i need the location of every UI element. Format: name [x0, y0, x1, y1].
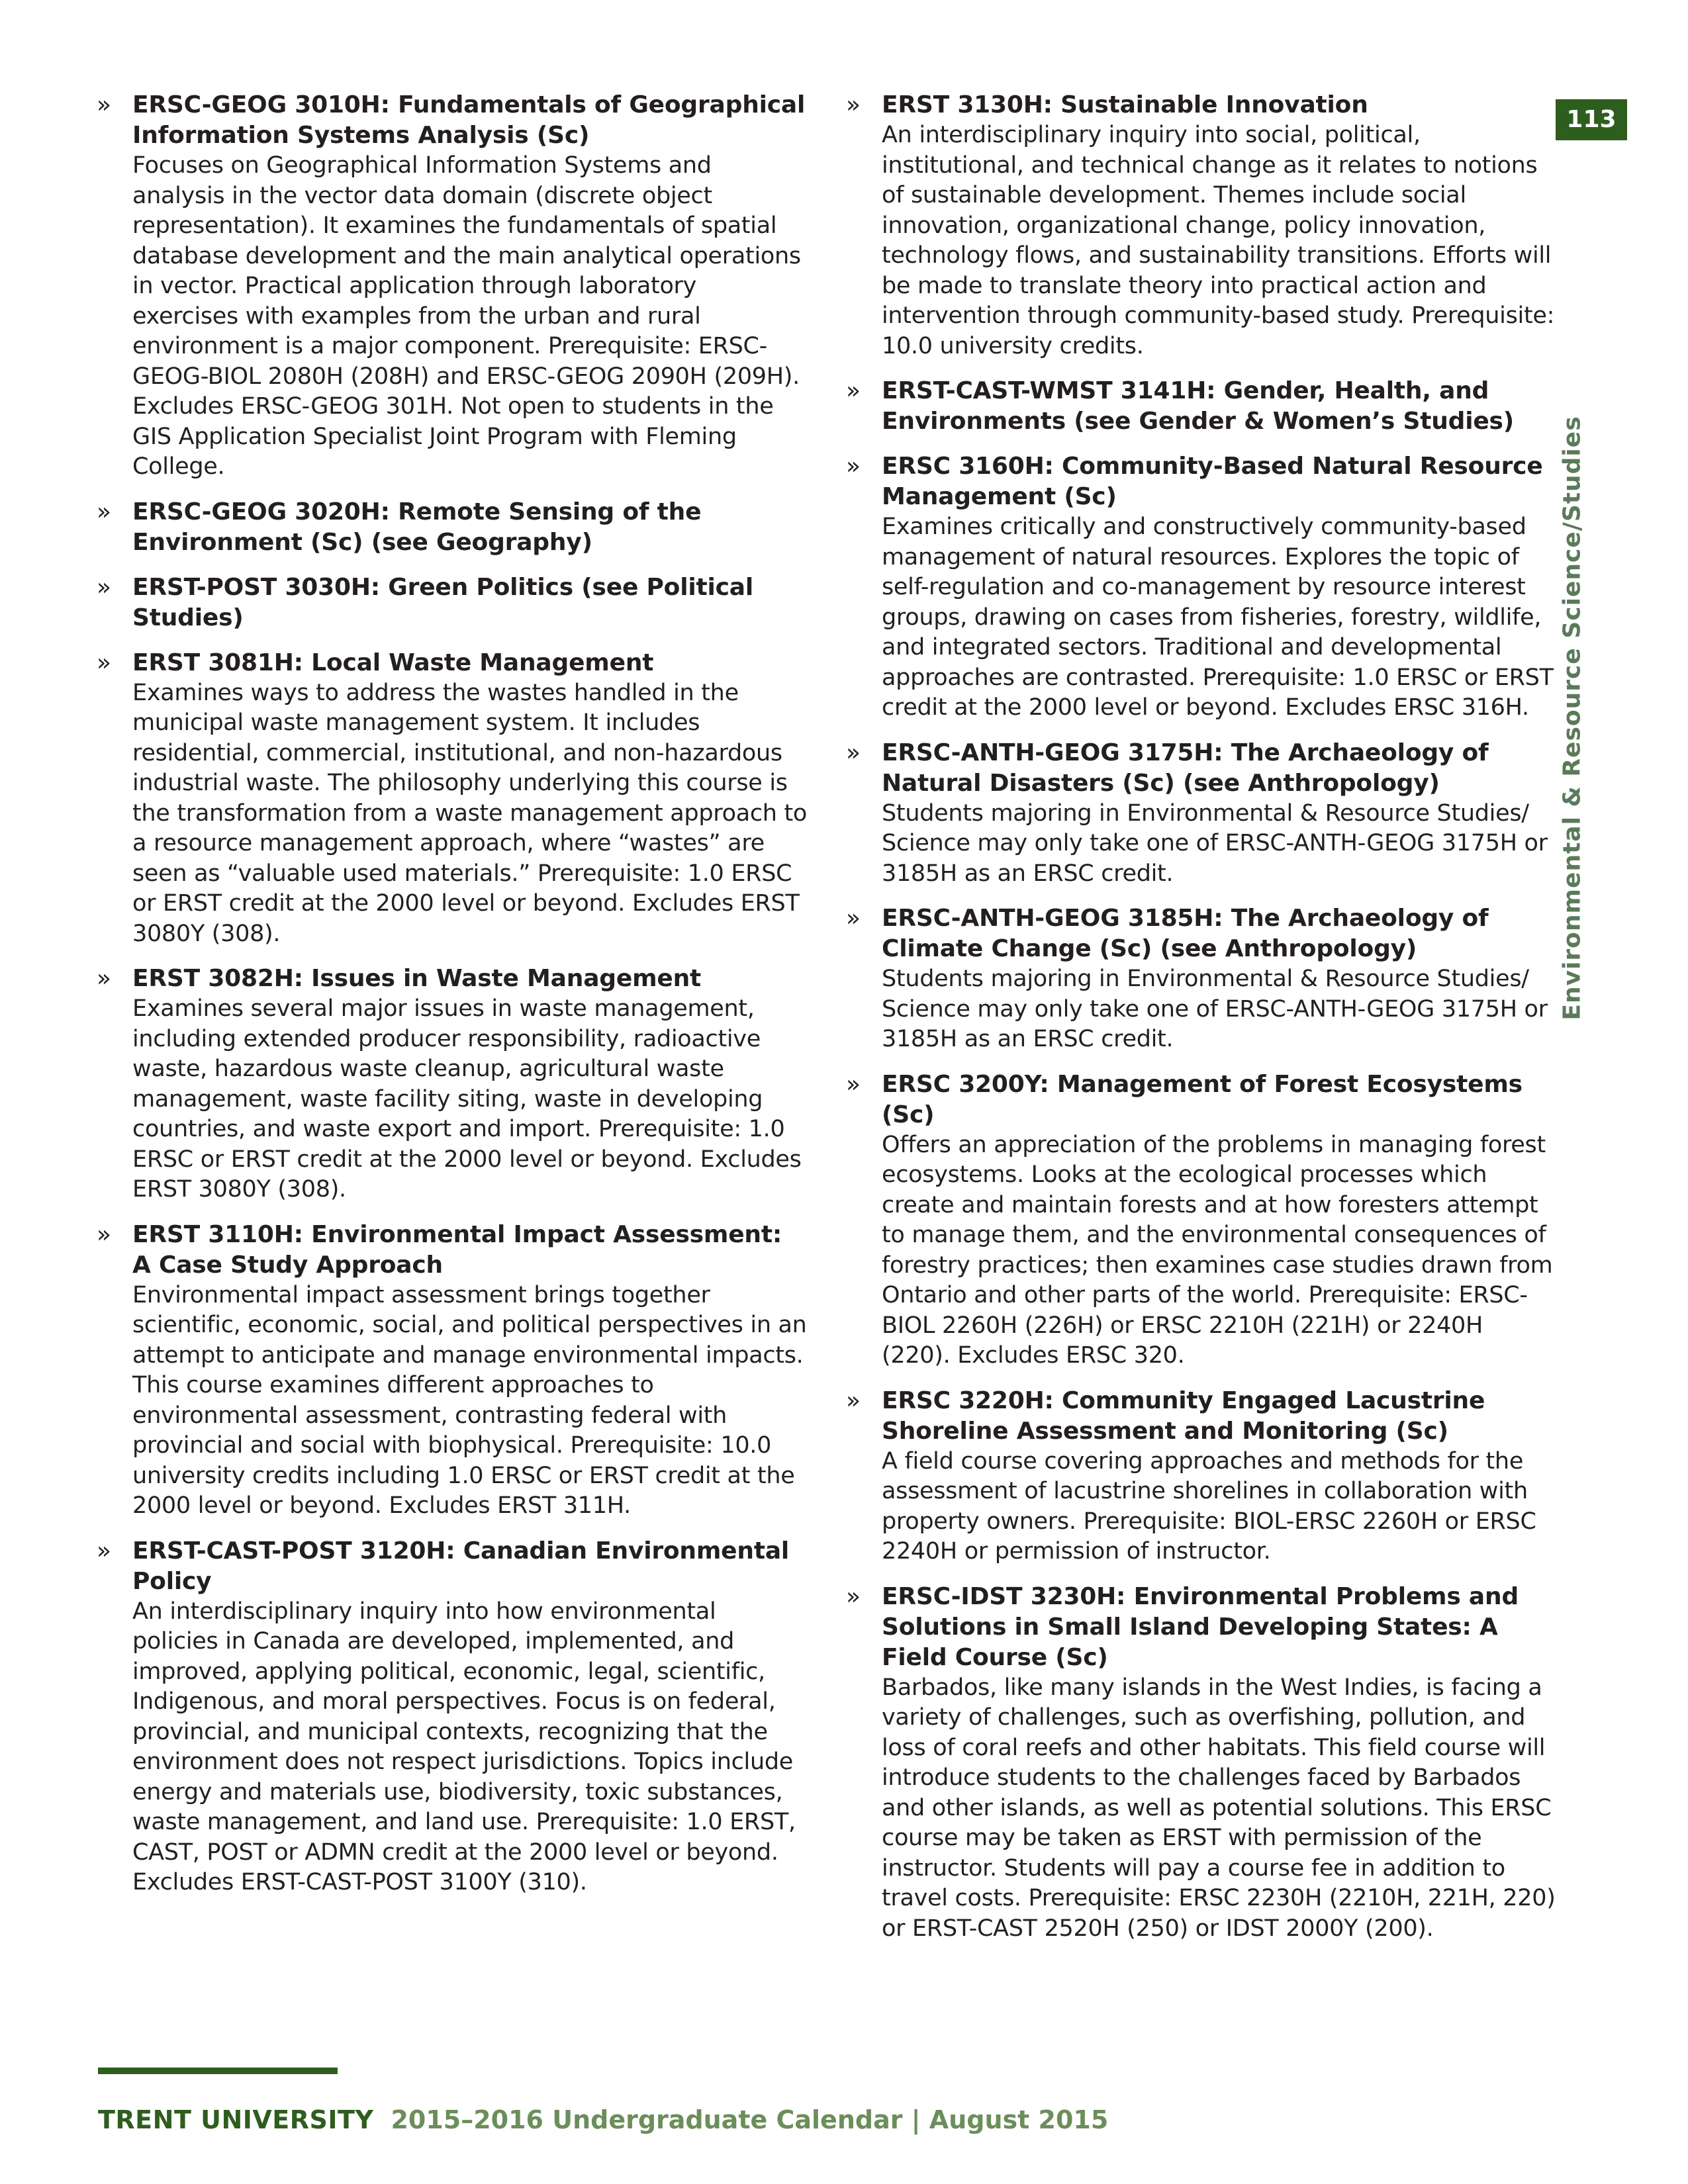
bullet-chevron: » — [846, 453, 861, 480]
course-description: Environmental impact assessment brings together scientific, economic, social, and political perspectives in an attempt to anticipate and manage environmental impacts. This course examines different approaches to environmental assessment, contrasting federal with provincial and social with biophysical. Prerequisite: 10.0 university credits including 1.0 ERSC or ERST credit at the 2000 level or beyond. Excludes ERST 311H. — [132, 1281, 807, 1519]
course-entry — [93, 964, 808, 1205]
page-footer — [98, 2103, 1108, 2136]
course-entry — [93, 1220, 808, 1522]
right-column — [842, 90, 1557, 1958]
course-description: Barbados, like many islands in the West Indies, is facing a variety of challenges, such as overfishing, pollution, and loss of coral reefs and other habitats. This field course will introduce students to the challenges faced by Barbados and other islands, as well as potential solutions. This ERSC course may be taken as ERST with permission of the instructor. Students will pay a course fee in addition to travel costs. Prerequisite: ERSC 2230H (2210H, 221H, 220) or ERST-CAST 2520H (250) or IDST 2000Y (200). — [882, 1674, 1556, 1942]
bullet-chevron: » — [97, 1537, 112, 1565]
course-description: A field course covering approaches and methods for the assessment of lacustrine shorelines in collaboration with property owners. Prerequisite: BIOL-ERSC 2260H or ERSC 2240H or permission of instructor. — [882, 1447, 1536, 1565]
course-entry — [93, 90, 808, 482]
bullet-chevron: » — [97, 573, 112, 601]
course-description: Students majoring in Environmental & Resource Studies/ Science may only take one of ERSC-ANTH-GEOG 3175H or 3185H as an ERSC credit. — [882, 799, 1548, 887]
course-description: Focuses on Geographical Information Systems and analysis in the vector data domain (discrete object representation). It examines the fundamentals of spatial database development and the main analytical operations in vector. Practical application through laboratory exercises with examples from the urban and rural environment is a major component. Prerequisite: ERSC-GEOG-BIOL 2080H (208H) and ERSC-GEOG 2090H (209H). Excludes ERSC-GEOG 301H. Not open to students in the GIS Application Specialist Joint Program with Fleming College. — [132, 152, 801, 480]
course-title: ERST-CAST-WMST 3141H: Gender, Health, and Environments (see Gender & Women’s Studies) — [882, 377, 1515, 435]
course-entry — [842, 738, 1557, 889]
bullet-chevron: » — [846, 91, 861, 118]
course-title: ERSC 3160H: Community-Based Natural Resource Management (Sc) — [882, 453, 1543, 510]
bullet-chevron: » — [846, 377, 861, 404]
course-description: Examines critically and constructively community-based management of natural resources. Explores the topic of self-regulation and co-management by resource interest groups, drawing on cases from fisheries, forestry, wildlife, and integrated sectors. Traditional and developmental approaches are contrasted. Prerequisite: 1.0 ERSC or ERST credit at the 2000 level or beyond. Excludes ERSC 316H. — [882, 514, 1554, 721]
course-title: ERST-POST 3030H: Green Politics (see Political Studies) — [132, 573, 754, 631]
page-number-badge: 113 — [1556, 99, 1627, 140]
bullet-chevron: » — [97, 965, 112, 992]
course-title: ERSC 3220H: Community Engaged Lacustrine Shoreline Assessment and Monitoring (Sc) — [882, 1387, 1485, 1445]
section-side-label-text: Environmental & Resource Science/Studies — [1558, 416, 1586, 1021]
course-entry — [842, 1386, 1557, 1567]
course-entry — [842, 90, 1557, 361]
course-title: ERSC-ANTH-GEOG 3185H: The Archaeology of Climate Change (Sc) (see Anthropology) — [882, 905, 1489, 962]
course-entry — [842, 1069, 1557, 1371]
course-title: ERST-CAST-POST 3120H: Canadian Environmental Policy — [132, 1537, 790, 1595]
course-entry — [842, 1582, 1557, 1944]
course-title: ERST 3130H: Sustainable Innovation — [882, 91, 1368, 118]
course-title: ERSC-GEOG 3020H: Remote Sensing of the Environment (Sc) (see Geography) — [132, 498, 702, 556]
bullet-chevron: » — [97, 498, 112, 525]
course-entry — [93, 572, 808, 633]
course-title: ERSC-IDST 3230H: Environmental Problems and Solutions in Small Island Developing States: A Field Course (Sc) — [882, 1582, 1519, 1671]
bullet-chevron: » — [846, 1582, 861, 1610]
footer-rule — [98, 2068, 338, 2074]
course-title: ERST 3081H: Local Waste Management — [132, 649, 654, 676]
course-description: Offers an appreciation of the problems in managing forest ecosystems. Looks at the ecological processes which create and maintain forests and at how foresters attempt to manage them, and the environmental consequences of forestry practices; then examines case studies drawn from Ontario and other parts of the world. Prerequisite: ERSC-BIOL 2260H (226H) or ERSC 2210H (221H) or 2240H (220). Excludes ERSC 320. — [882, 1131, 1553, 1369]
bullet-chevron: » — [97, 91, 112, 118]
footer-university: TRENT UNIVERSITY — [98, 2105, 374, 2134]
course-entry — [842, 903, 1557, 1055]
bullet-chevron: » — [846, 739, 861, 766]
course-title: ERSC-ANTH-GEOG 3175H: The Archaeology of Natural Disasters (Sc) (see Anthropology) — [882, 739, 1489, 797]
course-entry — [93, 1536, 808, 1898]
left-column — [93, 90, 808, 1913]
course-title: ERSC 3200Y: Management of Forest Ecosystems (Sc) — [882, 1070, 1523, 1128]
bullet-chevron: » — [846, 905, 861, 932]
course-description: An interdisciplinary inquiry into how environmental policies in Canada are developed, implemented, and improved, applying political, economic, legal, scientific, Indigenous, and moral perspectives. Focus is on federal, provincial, and municipal contexts, recognizing that the environment does not respect jurisdictions. Topics include energy and materials use, biodiversity, toxic substances, waste management, and land use. Prerequisite: 1.0 ERST, CAST, POST or ADMN credit at the 2000 level or beyond. Excludes ERST-CAST-POST 3100Y (310). — [132, 1598, 796, 1895]
bullet-chevron: » — [97, 649, 112, 676]
course-entry — [93, 497, 808, 558]
course-description: An interdisciplinary inquiry into social, political, institutional, and technical change as it relates to notions of sustainable development. Themes include social innovation, organizational change, policy innovation, technology flows, and sustainability transitions. Efforts will be made to translate theory into practical action and intervention through community-based study. Prerequisite: 10.0 university credits. — [882, 122, 1555, 359]
course-entry — [842, 451, 1557, 723]
bullet-chevron: » — [846, 1387, 861, 1414]
course-entry — [842, 376, 1557, 437]
course-description: Students majoring in Environmental & Resource Studies/ Science may only take one of ERSC-ANTH-GEOG 3175H or 3185H as an ERSC credit. — [882, 966, 1548, 1052]
course-description: Examines ways to address the wastes handled in the municipal waste management system. It includes residential, commercial, institutional, and non-hazardous industrial waste. The philosophy underlying this course is the transformation from a waste management approach to a resource management approach, where “wastes” are seen as “valuable used materials.” Prerequisite: 1.0 ERSC or ERST credit at the 2000 level or beyond. Excludes ERST 3080Y (308). — [132, 679, 808, 947]
course-description: Examines several major issues in waste management, including extended producer responsibility, radioactive waste, hazardous waste cleanup, agricultural waste management, waste facility siting, waste in developing countries, and waste export and import. Prerequisite: 1.0 ERSC or ERST credit at the 2000 level or beyond. Excludes ERST 3080Y (308). — [132, 995, 802, 1203]
bullet-chevron: » — [97, 1220, 112, 1248]
footer-calendar: 2015–2016 Undergraduate Calendar | August 2015 — [391, 2105, 1109, 2134]
course-title: ERST 3110H: Environmental Impact Assessment: A Case Study Approach — [132, 1220, 782, 1279]
bullet-chevron: » — [846, 1070, 861, 1098]
course-title: ERSC-GEOG 3010H: Fundamentals of Geographical Information Systems Analysis (Sc) — [132, 91, 806, 149]
course-title: ERST 3082H: Issues in Waste Management — [132, 965, 702, 992]
course-entry — [93, 648, 808, 950]
